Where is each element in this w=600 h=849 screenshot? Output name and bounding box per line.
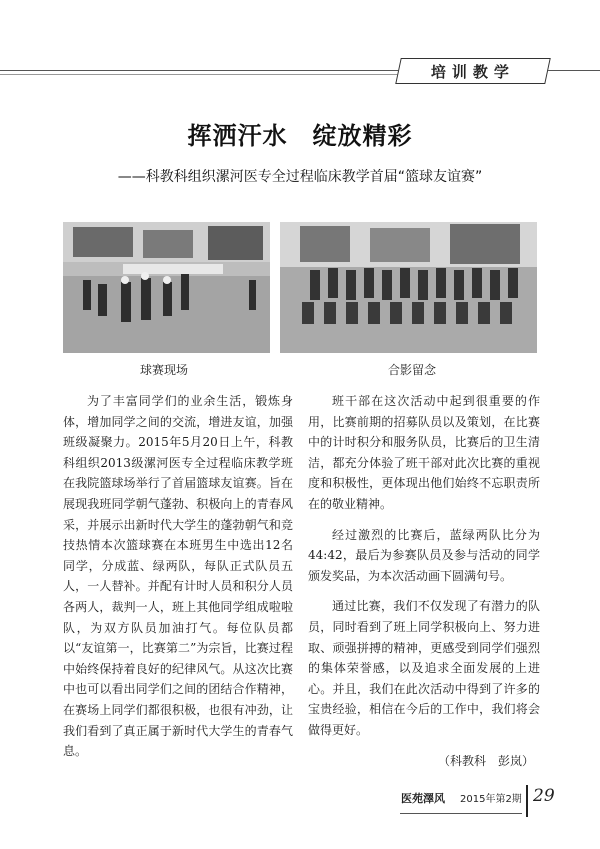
photo-basketball-game-image <box>63 222 270 353</box>
author-signature: （科教科 彭岚） <box>437 753 534 768</box>
photo-group-picture-image <box>280 222 537 353</box>
article-column-left <box>63 391 293 762</box>
section-label: 培训教学 <box>430 62 515 81</box>
paragraph: 通过比赛，我们不仅发现了有潜力的队员，同时看到了班上同学积极向上、努力进取、顽强拼搏的精神，更感受到同学们强烈的集体荣誉感，以及追求全面发展的上进心。并且，我们在此次活动中得到了许多的宝贵经验，相信在今后的工作中，我们将会做得更好。 <box>308 599 540 737</box>
photo-caption-group: 合影留念 <box>388 363 437 377</box>
article-title: 挥洒汗水 绽放精彩 <box>187 122 413 150</box>
photo-caption-game: 球赛现场 <box>140 363 189 377</box>
article-column-right <box>308 391 540 781</box>
article-subtitle: ——科教科组织漯河医专全过程临床教学首届“篮球友谊赛” <box>117 169 483 185</box>
footer-magazine-name: 医苑澤风 <box>401 792 445 805</box>
photo-basketball-game <box>63 222 270 353</box>
paragraph: 班干部在这次活动中起到很重要的作用，比赛前期的招募队员以及策划，在比赛中的计时积分和服务队员，比赛后的卫生清洁，都充分体验了班干部对此次比赛的重视度和积极性，更体现出他们始终不忘职责所在的敬业精神。 <box>308 394 540 511</box>
section-tab <box>395 58 551 84</box>
paragraph: 为了丰富同学们的业余生活，锻炼身体，增加同学之间的交流，增进友谊，加强班级凝聚力。2015年5月20日上午，科教科组织2013级漯河医专全过程临床教学班在我院篮球场举行了首届篮球友谊赛。旨在展现我班同学朝气蓬勃、积极向上的青春风采，并展示出新时代大学生的蓬勃朝气和竞技热情本次篮球赛在本班男生中选出12名同学，分成蓝、绿两队，每队正式队员五人，一人替补。并配有计时人员和积分人员各两人，裁判一人，班上其他同学组成啦啦队，为双方队员加油打气。每位队员都以“友谊第一，比赛第二”为宗旨，比赛过程中始终保持着良好的纪律风气。从这次比赛中也可以看出同学们之间的团结合作精神，在赛场上同学们都很积极，也很有冲劲，让我们看到了真正属于新时代大学生的青春气息。 <box>63 394 293 759</box>
header-rule-thin <box>0 74 400 75</box>
footer-issue: 2015年第2期 <box>460 794 522 805</box>
photo-group-picture <box>280 222 537 353</box>
paragraph: 经过激烈的比赛后，蓝绿两队比分为44:42，最后为参赛队员及参与活动的同学颁发奖品，为本次活动画下圆满句号。 <box>308 527 540 583</box>
footer-rule <box>400 813 522 814</box>
page-number: 29 <box>533 786 555 806</box>
footer-divider <box>526 785 528 817</box>
